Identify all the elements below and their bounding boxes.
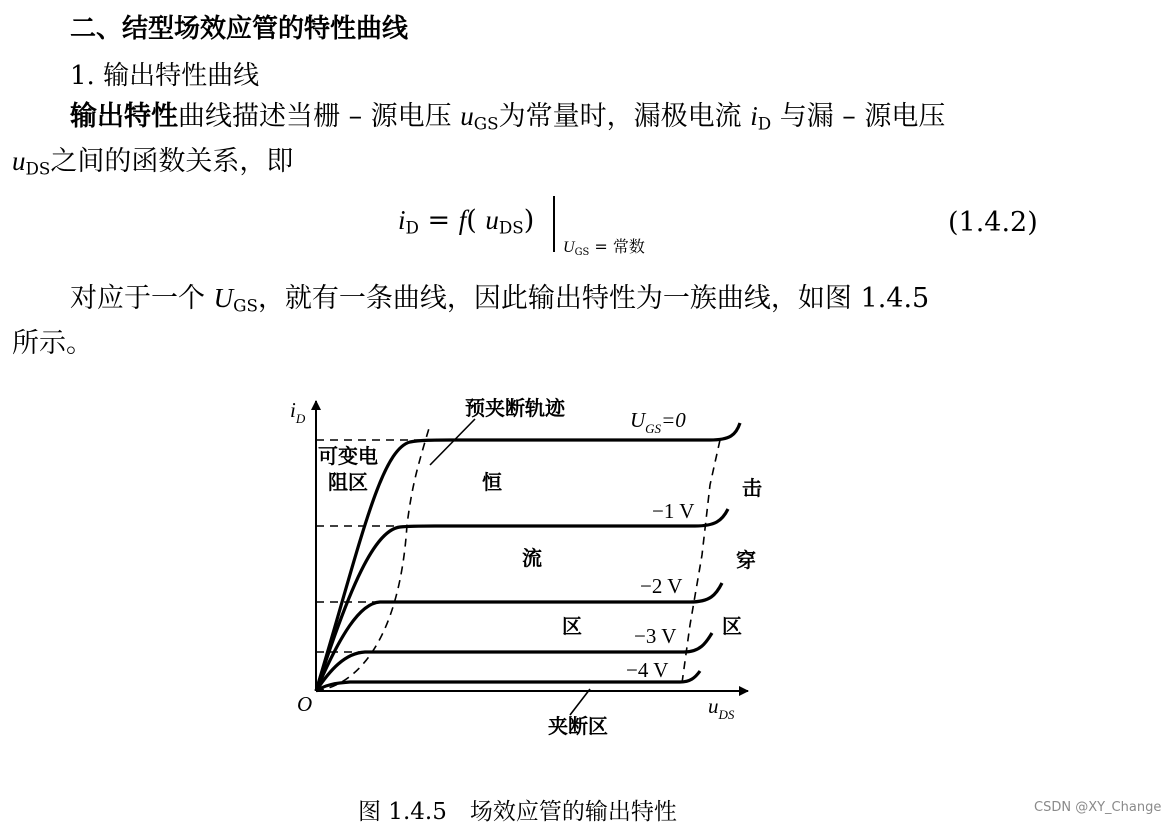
ugs-capital-variable: U <box>213 283 234 313</box>
pinchoff-locus-leader <box>430 419 475 465</box>
uds-variable: u <box>12 146 26 176</box>
eq-lhs-variable: i <box>398 205 406 235</box>
cutoff-region-leader <box>570 689 590 715</box>
watermark: CSDN @XY_Change <box>1034 800 1162 815</box>
para1-text2: 为常量时，漏极电流 <box>498 101 751 132</box>
eq-arg-variable: u <box>485 205 499 235</box>
curve-label-minus2: −2 V <box>640 574 683 598</box>
breakdown-region-char-1: 击 <box>742 476 762 500</box>
eq-equals: = <box>418 205 459 236</box>
paragraph-1-line-1 <box>70 98 945 142</box>
ugs-zero-variable: U <box>630 408 646 432</box>
subsection-title: 1. 输出特性曲线 <box>70 61 260 91</box>
para2-text2: ，就有一条曲线，因此输出特性为一族曲线，如图 1.4.5 <box>257 283 930 314</box>
equation <box>398 205 534 238</box>
id-variable: i <box>750 101 758 131</box>
equation-condition <box>563 234 645 258</box>
variable-resistance-region-label-1: 可变电 <box>318 444 378 468</box>
pinchoff-locus-label: 预夹断轨迹 <box>465 396 565 420</box>
ugs-zero-value: =0 <box>661 408 686 432</box>
cutoff-region-label: 夹断区 <box>548 714 608 738</box>
curve-label-minus3: −3 V <box>634 624 677 648</box>
eq-cond-variable: U <box>563 239 575 256</box>
paragraph-2-line-2: 所示。 <box>12 328 93 359</box>
figure-caption: 图 1.4.5 场效应管的输出特性 <box>358 799 677 825</box>
constant-current-region-char-3: 区 <box>562 614 582 638</box>
yaxis-label <box>290 398 306 426</box>
id-subscript: D <box>757 113 772 134</box>
eq-close-paren: ) <box>523 205 535 236</box>
paragraph-1-line-2 <box>12 143 293 187</box>
output-characteristic-diagram <box>270 385 780 745</box>
origin-label: O <box>297 692 313 716</box>
uds-subscript: DS <box>25 158 51 179</box>
variable-resistance-region-label-2: 阻区 <box>328 470 368 494</box>
constant-current-region-char-1: 恒 <box>482 470 502 494</box>
ugs-variable: u <box>460 101 474 131</box>
constant-current-region-char-2: 流 <box>522 546 542 570</box>
breakdown-region-char-2: 穿 <box>736 548 756 572</box>
equation-evaluation-bar <box>553 196 555 252</box>
eq-lhs-subscript: D <box>405 217 419 238</box>
eq-cond-rest: = 常数 <box>589 237 645 256</box>
xaxis-label <box>708 694 735 722</box>
curve-label-minus4: −4 V <box>626 658 669 682</box>
xaxis-subscript: DS <box>718 707 735 722</box>
para1-text4: 之间的函数关系，即 <box>50 146 294 177</box>
curve-label-minus1: −1 V <box>652 499 695 523</box>
output-characteristic-figure <box>270 385 780 745</box>
section-title: 二、结型场效应管的特性曲线 <box>70 14 409 44</box>
eq-function: f <box>458 205 467 235</box>
ugs-zero-subscript: GS <box>645 421 662 436</box>
para1-text1: 曲线描述当栅 – 源电压 <box>178 101 461 132</box>
eq-cond-subscript: GS <box>574 246 590 258</box>
xaxis-variable: u <box>708 694 719 718</box>
yaxis-subscript: D <box>295 411 306 426</box>
para1-text3: 与漏 – 源电压 <box>771 101 946 132</box>
para2-text1: 对应于一个 <box>70 283 214 314</box>
ugs-subscript: GS <box>473 113 499 134</box>
term-output-characteristic: 输出特性 <box>70 101 178 132</box>
paragraph-2-line-1 <box>70 280 929 324</box>
eq-arg-subscript: DS <box>498 217 524 238</box>
ugs-capital-subscript: GS <box>233 295 258 316</box>
breakdown-region-char-3: 区 <box>722 614 742 638</box>
eq-open-paren: ( <box>466 205 486 236</box>
equation-number: (1.4.2) <box>948 207 1038 238</box>
yaxis-variable: i <box>290 398 296 422</box>
ugs-zero-label <box>630 408 686 436</box>
